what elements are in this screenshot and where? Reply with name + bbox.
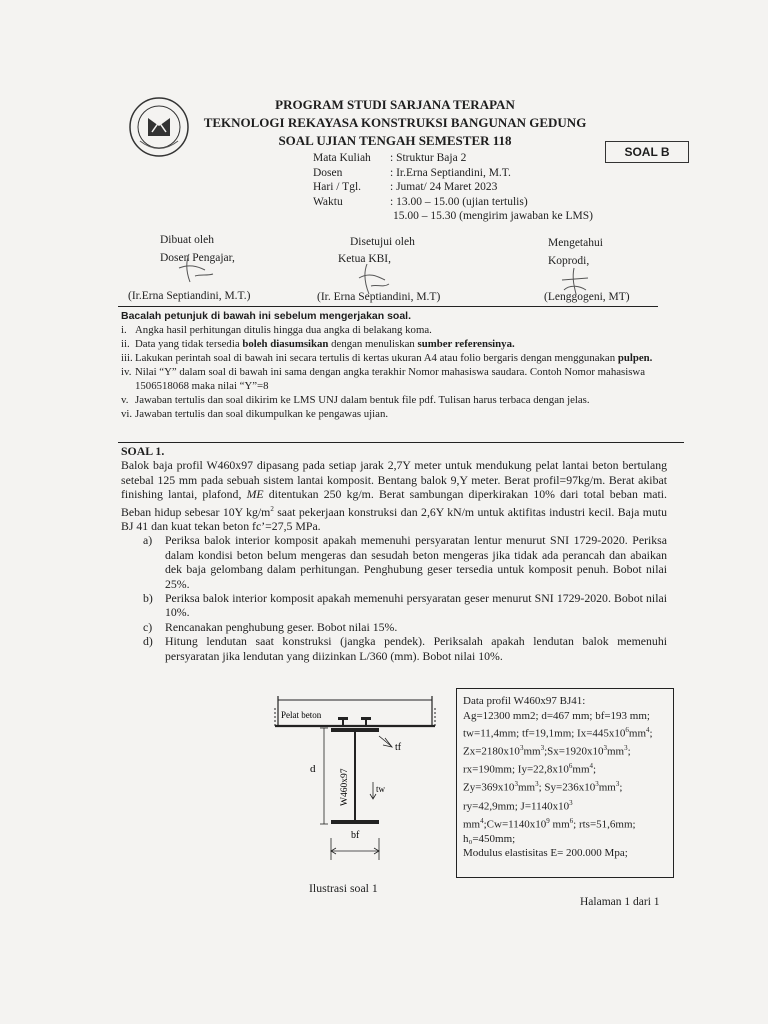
divider [118,442,684,443]
sig3-role: Koprodi, [548,255,590,267]
databox-line: rx=190mm; $Iy=22,8x10^6mm^4$; [463,762,597,776]
signature-scribble-icon [175,250,225,286]
databox-line: $Zy=369x10^3mm^3$; $Sy=236x10^3mm^3$; [463,780,623,795]
sig1-role: Dosen Pengajar, [160,252,235,264]
databox-line: $mm^4;Cw=1140x10^9$ $mm^6$; rts=51,6mm; [463,816,636,831]
instructions-title: Bacalah petunjuk di bawah ini sebelum mengerjakan soal. [121,310,412,322]
figure-caption: Ilustrasi soal 1 [309,881,378,895]
instruction-item: vi. Jawaban tertulis dan soal dikumpulkan ke pengawas ujian. [121,408,389,420]
info-value: : Jumat/ 24 Maret 2023 [390,181,498,193]
tw-label: tw [376,784,385,794]
info-label: Hari / Tgl. [313,181,362,193]
beam-illustration [265,688,450,873]
signature-scribble-icon [355,262,400,296]
profile-data-box [456,688,674,878]
info-value: : 13.00 – 15.00 (ujian tertulis) [390,195,528,208]
sig3-top: Mengetahui [548,237,603,249]
instruction-item: i. Angka hasil perhitungan ditulis hingga dua angka di belakang koma. [121,324,432,336]
d-label: d [310,763,316,775]
info-label: Waktu [313,195,343,208]
signature-scribble-icon [556,264,596,296]
databox-line: $Zx=2180x10^3mm^3;Sx=1920x10^3mm^3$; [463,744,631,758]
pelat-label: Pelat beton [281,710,322,720]
databox-line: tw=11,4mm; tf=19,1mm; $Ix=445x10^6mm^4$; [463,726,653,740]
sig2-role: Ketua KBI, [338,253,392,265]
divider [118,306,658,307]
tf-label: tf [395,742,402,753]
databox-line: h₀=450mm; [463,832,516,845]
header-titles [150,96,640,150]
header-line2: TEKNOLOGI REKAYASA KONSTRUKSI BANGUNAN GEDUNG [203,115,587,130]
sig2-top: Disetujui oleh [350,236,415,248]
profile-label: W460x97 [340,768,350,806]
databox-title: Data profil W460x97 BJ41: [463,695,586,707]
page-number: Halaman 1 dari 1 [580,896,660,908]
databox-line: ry=42,9mm; $J=1140x10^3$ [463,798,573,813]
instruction-item: v. Jawaban tertulis dan soal dikirim ke LMS UNJ dalam bentuk file pdf. Tulisan harus terbaca dengan jelas. [121,394,590,406]
databox-line: Ag=12300 mm2; d=467 mm; bf=193 mm; [463,709,650,722]
question-item-a: a) Periksa balok interior komposit apakah memenuhi persyaratan lentur menurut SNI 1729-2020. Periksa dalam kondisi beton belum mengeras dan sesudah beton mengeras jika tidak ada perancah dan abaikan dek baja gelombang dalam perhitungan. Penghubung geser tersedia untuk komposit penuh. Bobot nilai 25%. [143,533,667,591]
info-value: : Struktur Baja 2 [390,152,467,164]
question-item-d: d) Hitung lendutan saat konstruksi (jangka pendek). Periksalah apakah lendutan balok memenuhi persyaratan jika lendutan yang diizinkan L/360 (mm). Bobot nilai 10%. [143,634,667,663]
instructions [121,309,666,421]
exam-info [313,151,593,224]
question-item-c: c) Rencanakan penghubung geser. Bobot nilai 15%. [143,619,398,634]
bf-label: bf [351,830,360,841]
question-paragraph: Balok baja profil W460x97 dipasang pada setiap jarak 2,7Y meter untuk mendukung pelat lantai beton bertulang setebal 125 mm pada sebuah sistem lantai komposit. Bentang balok 9,Y meter. Berat profil=97kg/m. Berat akibat finishing lantai, plafond, ME ditentukan 250 kg/m. Berat sambungan diperkirakan 10% dari total beban mati. Beban hidup sebesar 10Y $kg/m^2$ saat pekerjaan konstruksi dan 2,6Y kN/m untuk aktifitas industri kecil. Baja mutu BJ 41 dan kuat tekan beton fc’=27,5 MPa. [121,458,667,533]
header-line1: PROGRAM STUDI SARJANA TERAPAN [275,97,515,112]
question-section [121,444,667,663]
soal-badge: SOAL B [605,141,689,163]
instruction-item: iv. Nilai “Y” dalam soal di bawah ini sama dengan angka terakhir Nomor mahasiswa saudara. Contoh Nomor mahasiswa 1506518068 maka nilai “Y”=8 [121,366,646,392]
databox-line: Modulus elastisitas E= 200.000 Mpa; [463,847,628,860]
sig1-name: (Ir.Erna Septiandini, M.T.) [128,290,251,302]
info-label: Dosen [313,166,343,179]
sig1-top: Dibuat oleh [160,234,214,246]
sig2-name: (Ir. Erna Septiandini, M.T) [317,291,441,303]
sig3-name: (Lenggogeni, MT) [544,291,630,303]
info-label: Mata Kuliah [313,152,371,164]
instruction-item: ii. Data yang tidak tersedia boleh diasumsikan dengan menuliskan sumber referensinya. [121,338,515,350]
info-value: 15.00 – 15.30 (mengirim jawaban ke LMS) [393,210,593,222]
info-value: : Ir.Erna Septiandini, M.T. [390,166,511,179]
question-title: SOAL 1. [121,444,165,458]
instruction-item: iii. Lakukan perintah soal di bawah ini secara tertulis di kertas ukuran A4 atau folio bergaris dengan menggunakan pulpen. [121,352,653,364]
question-item-b: b) Periksa balok interior komposit apakah memenuhi persyaratan geser menurut SNI 1729-2020. Bobot nilai 10%. [143,590,667,620]
header-line3: SOAL UJIAN TENGAH SEMESTER 118 [278,133,512,148]
